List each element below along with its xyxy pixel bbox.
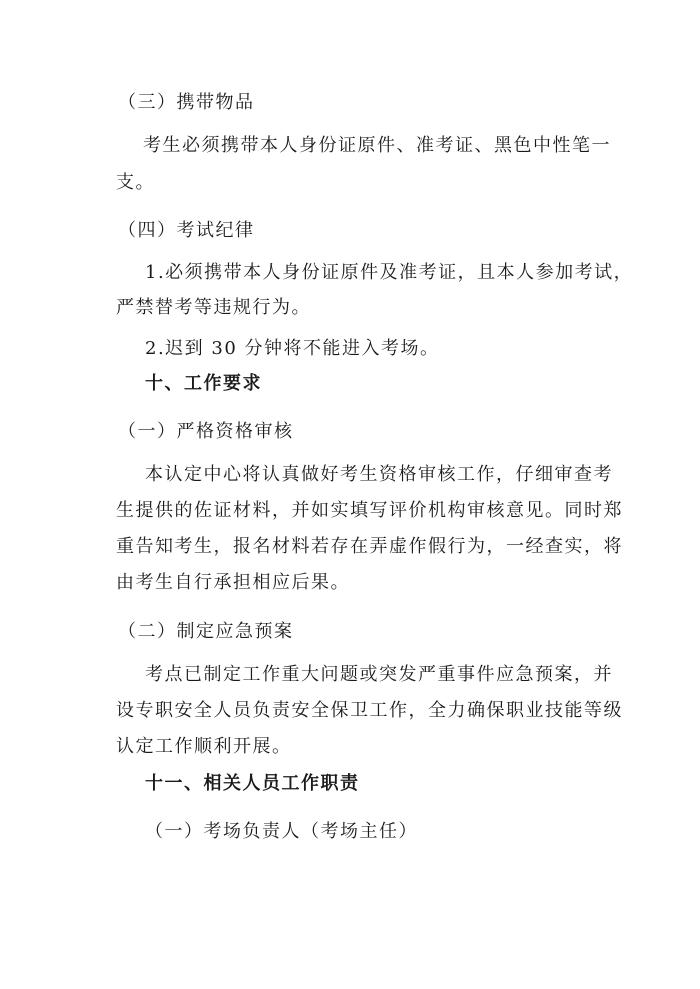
part-11-heading: 十一、相关人员工作职责 [145,773,360,794]
section-4-heading: （四）考试纪律 [118,220,255,241]
part-10-sub-2-line-1: 考点已制定工作重大问题或突发严重事件应急预案，并 [145,664,613,685]
part-10-sub-1-heading: （一）严格资格审核 [118,421,294,442]
part-11-sub-1-heading: （一）考场负责人（考场主任） [145,821,418,842]
section-4-item-2: 2.迟到 30 分钟将不能进入考场。 [145,338,440,359]
part-10-sub-2-line-3: 认定工作顺利开展。 [116,736,292,757]
part-10-sub-2-line-2: 设专职安全人员负责安全保卫工作，全力确保职业技能等级 [116,700,623,721]
part-10-sub-1-line-1: 本认定中心将认真做好考生资格审核工作，仔细审查考 [145,464,613,485]
section-4-item-1-line-1: 1.必须携带本人身份证原件及准考证，且本人参加考试， [145,262,634,283]
part-10-sub-1-line-3: 重告知考生，报名材料若存在弄虚作假行为，一经查实，将 [116,536,623,557]
section-3-heading: （三）携带物品 [118,92,255,113]
section-3-body-line-2: 支。 [116,172,155,193]
part-10-heading: 十、工作要求 [145,373,262,394]
section-4-item-1-line-2: 严禁替考等违规行为。 [116,297,311,318]
part-10-sub-1-line-4: 由考生自行承担相应后果。 [116,572,350,593]
part-10-sub-1-line-2: 生提供的佐证材料，并如实填写评价机构审核意见。同时郑 [116,500,623,521]
section-3-body-line-1: 考生必须携带本人身份证原件、准考证、黑色中性笔一 [143,135,611,156]
part-10-sub-2-heading: （二）制定应急预案 [118,621,294,642]
